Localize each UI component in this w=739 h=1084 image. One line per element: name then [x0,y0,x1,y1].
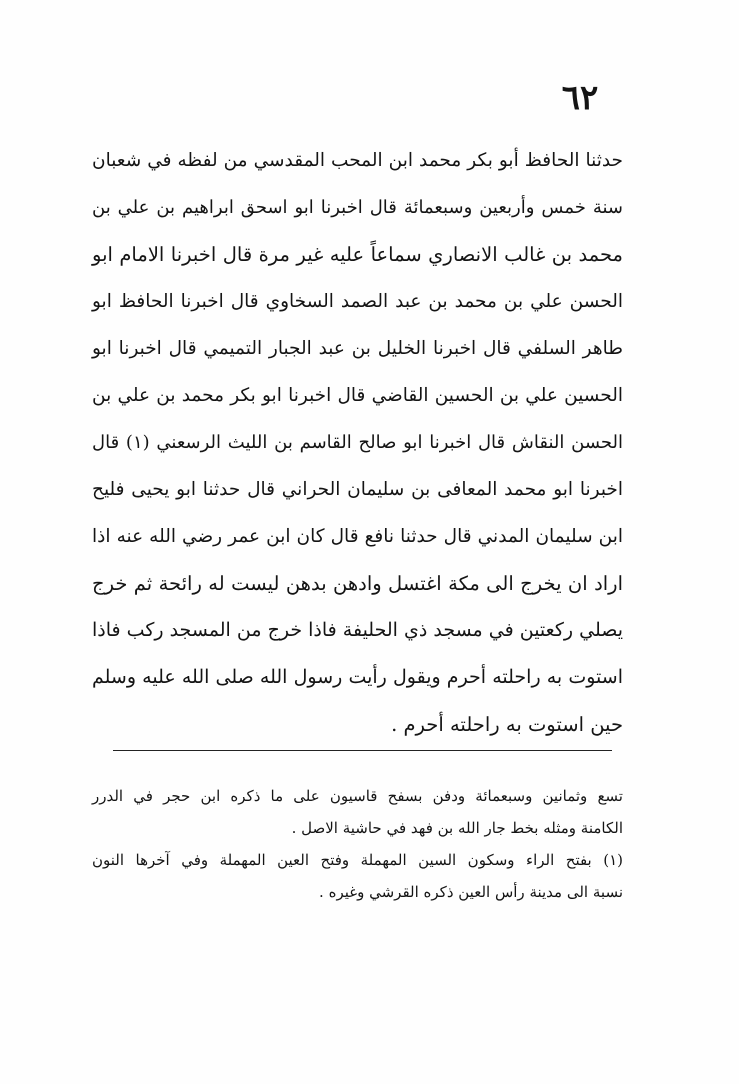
text-line: اخبرنا ابو محمد المعافى بن سليمان الحراني قال حدثنا ابو يحيى فليح [92,479,623,500]
footnote-line: نسبة الى مدينة رأس العين ذكره القرشي وغيره . [319,883,623,901]
text-line: الحسن علي بن محمد بن عبد الصمد السخاوي قال اخبرنا الحافظ ابو [92,291,623,312]
text-line: سنة خمس وأربعين وسبعمائة قال اخبرنا ابو اسحق ابراهيم بن علي بن [92,197,623,218]
text-line: يصلي ركعتين في مسجد ذي الحليفة فاذا خرج من المسجد ركب فاذا [92,619,623,641]
main-text [92,137,623,748]
text-line: حين استوت به راحلته أحرم . [391,713,623,736]
text-line: حدثنا الحافظ أبو بكر محمد ابن المحب المقدسي من لفظه في شعبان [92,150,623,171]
text-line: الحسن النقاش قال اخبرنا ابو صالح القاسم بن الليث الرسعني (١) قال [92,432,624,453]
footnote-line: تسع وثمانين وسبعمائة ودفن بسفح قاسيون على ما ذكره ابن حجر في الدرر [92,787,623,805]
text-line: اراد ان يخرج الى مكة اغتسل وادهن بدهن ليست له رائحة ثم خرج [92,572,623,595]
text-line: طاهر السلفي قال اخبرنا الخليل بن عبد الجبار التميمي قال اخبرنا ابو [92,338,623,359]
text-line: استوت به راحلته أحرم ويقول رأيت رسول الله صلى الله عليه وسلم [92,666,623,688]
footnote-divider [113,750,612,751]
text-line: محمد بن غالب الانصاري سماعاً عليه غير مرة قال اخبرنا الامام ابو [92,243,623,266]
text-line: ابن سليمان المدني قال حدثنا نافع قال كان ابن عمر رضي الله عنه اذا [92,526,623,547]
footnote-line: الكامنة ومثله بخط جار الله بن فهد في حاشية الاصل . [291,819,623,837]
footnotes [92,780,623,908]
page-number: ٦٢ [561,78,599,118]
text-line: الحسين علي بن الحسين القاضي قال اخبرنا ابو بكر محمد بن علي بن [92,385,623,406]
footnote-line: (١) بفتح الراء وسكون السين المهملة وفتح العين المهملة وفي آخرها النون [92,851,623,869]
